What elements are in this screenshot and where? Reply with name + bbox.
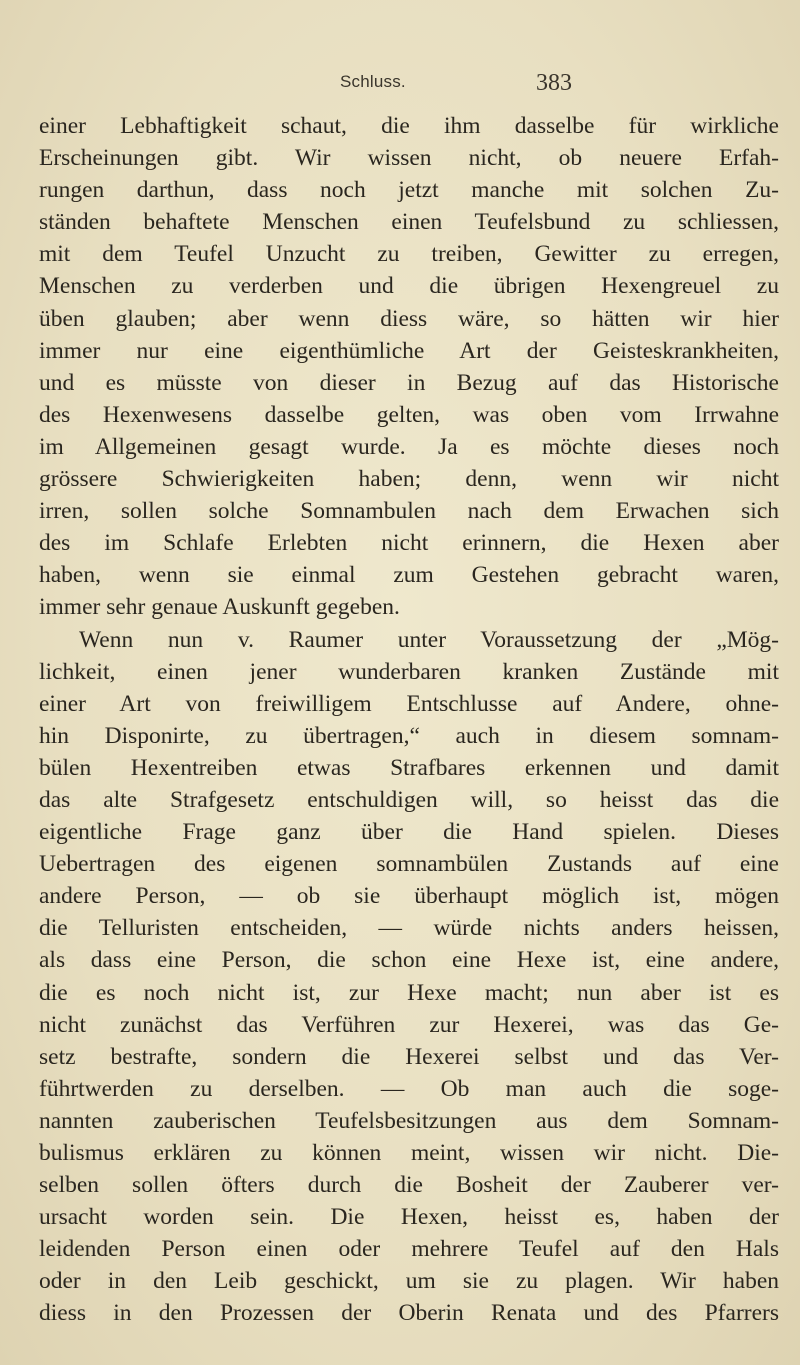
body-text [39, 110, 779, 1330]
text-line: ursacht worden sein. Die Hexen, heisst es, haben der [39, 1204, 779, 1231]
text-line: und es müsste von dieser in Bezug auf das Historische [39, 369, 779, 396]
text-line: des Hexenwesens dasselbe gelten, was oben vom Irrwahne [39, 401, 779, 428]
text-line: diess in den Prozessen der Oberin Renata und des Pfarrers [39, 1300, 779, 1327]
text-line: setz bestrafte, sondern die Hexerei selbst und das Ver- [39, 1043, 779, 1070]
paragraph-start-line: Wenn nun v. Raumer unter Voraussetzung der „Mög- [79, 626, 779, 653]
text-line: eigentliche Frage ganz über die Hand spielen. Dieses [39, 819, 779, 846]
text-line: Uebertragen des eigenen somnambülen Zustands auf eine [39, 851, 779, 878]
running-head-title: Schluss. [340, 72, 406, 91]
text-line: haben, wenn sie einmal zum Gestehen gebracht waren, [39, 562, 779, 589]
text-line: des im Schlafe Erlebten nicht erinnern, die Hexen aber [39, 530, 779, 557]
text-line: grössere Schwierigkeiten haben; denn, wenn wir nicht [39, 466, 779, 493]
text-line: als dass eine Person, die schon eine Hexe ist, eine andere, [39, 947, 779, 974]
text-line: im Allgemeinen gesagt wurde. Ja es möchte dieses noch [39, 433, 779, 460]
text-line: ständen behaftete Menschen einen Teufelsbund zu schliessen, [39, 209, 779, 236]
page-number: 383 [536, 70, 572, 96]
text-line: einer Art von freiwilligem Entschlusse auf Andere, ohne- [39, 690, 779, 717]
text-line: andere Person, — ob sie überhaupt möglich ist, mögen [39, 883, 779, 910]
text-line: Menschen zu verderben und die übrigen Hexengreuel zu [39, 273, 779, 300]
text-line: einer Lebhaftigkeit schaut, die ihm dasselbe für wirkliche [39, 113, 779, 139]
text-line: irren, sollen solche Somnambulen nach dem Erwachen sich [39, 498, 779, 525]
text-line: Erscheinungen gibt. Wir wissen nicht, ob neuere Erfah- [39, 145, 779, 172]
text-line: nicht zunächst das Verführen zur Hexerei, was das Ge- [39, 1011, 779, 1038]
text-line: nannten zauberischen Teufelsbesitzungen aus dem Somnam- [39, 1107, 779, 1134]
text-line: rungen darthun, dass noch jetzt manche mit solchen Zu- [39, 177, 779, 204]
text-line: die Telluristen entscheiden, — würde nichts anders heissen, [39, 915, 779, 942]
text-line: oder in den Leib geschickt, um sie zu plagen. Wir haben [39, 1268, 779, 1295]
text-line: führtwerden zu derselben. — Ob man auch die soge- [39, 1075, 779, 1102]
text-line: bülen Hexentreiben etwas Strafbares erkennen und damit [39, 754, 779, 781]
text-line: selben sollen öfters durch die Bosheit der Zauberer ver- [39, 1172, 779, 1199]
text-line: immer nur eine eigenthümliche Art der Geisteskrankheiten, [39, 337, 779, 364]
text-line: das alte Strafgesetz entschuldigen will, so heisst das die [39, 786, 779, 813]
text-line: hin Disponirte, zu übertragen,“ auch in diesem somnam- [39, 722, 779, 749]
text-line: lichkeit, einen jener wunderbaren kranken Zustände mit [39, 658, 779, 685]
text-line: leidenden Person einen oder mehrere Teufel auf den Hals [39, 1236, 779, 1263]
text-line: mit dem Teufel Unzucht zu treiben, Gewitter zu erregen, [39, 241, 779, 268]
text-line: üben glauben; aber wenn diess wäre, so hätten wir hier [39, 305, 779, 332]
text-line: bulismus erklären zu können meint, wissen wir nicht. Die- [39, 1140, 779, 1166]
text-line: die es noch nicht ist, zur Hexe macht; nun aber ist es [39, 979, 779, 1006]
paragraph-end-line: immer sehr genaue Auskunft gegeben. [39, 594, 400, 621]
